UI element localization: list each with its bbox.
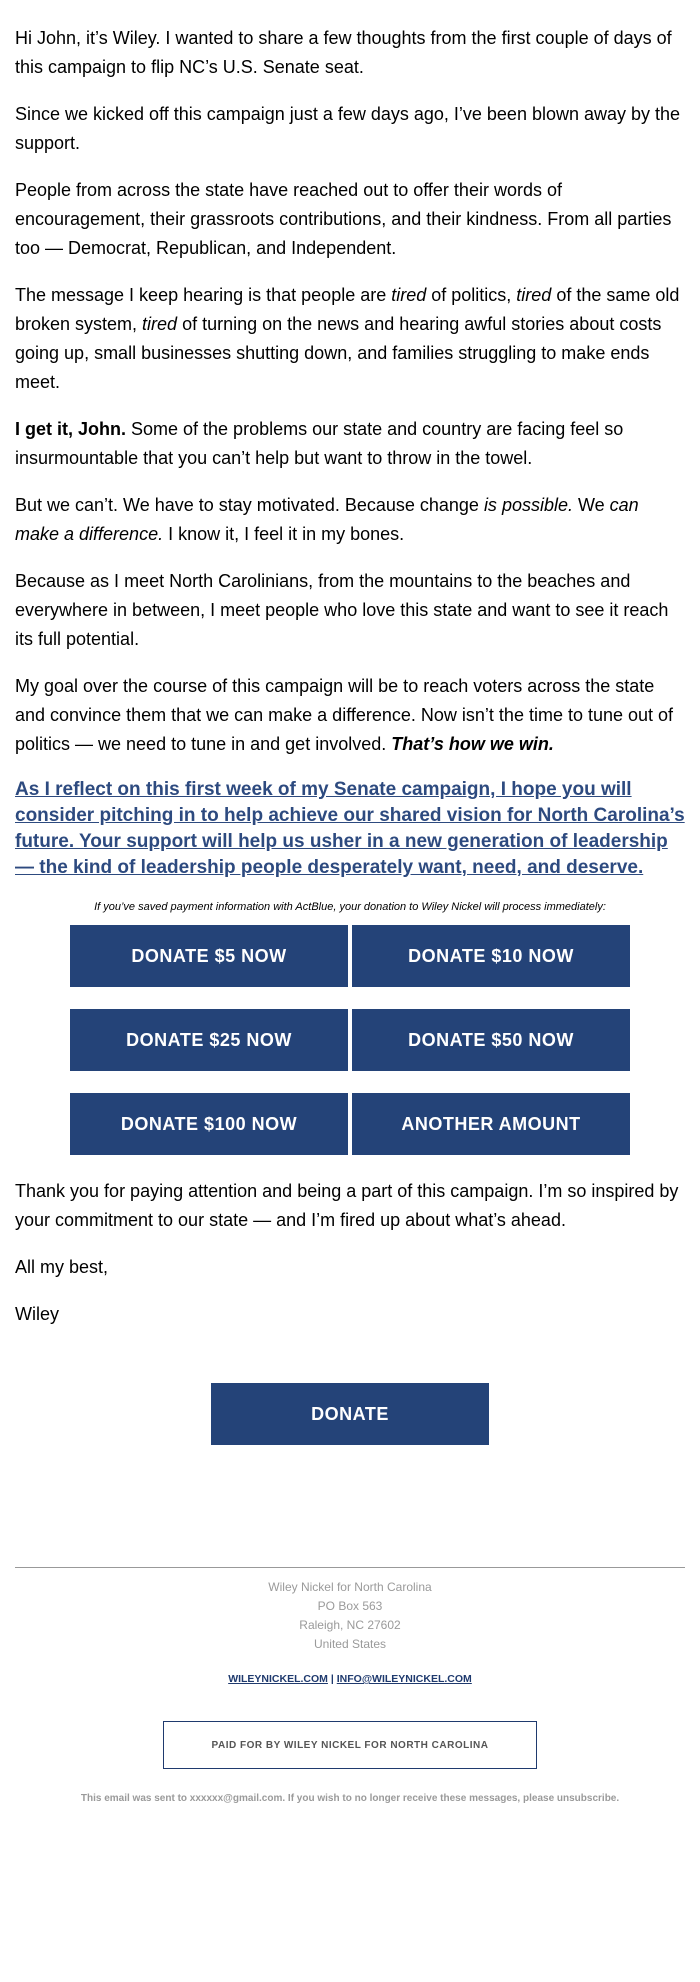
closing-section — [15, 1177, 685, 1329]
signature-name: Wiley — [15, 1304, 59, 1324]
footer-address-line2: Raleigh, NC 27602 — [299, 1618, 401, 1632]
footer — [15, 1568, 685, 1689]
text-span: of the same old broken system, — [15, 285, 680, 334]
link-separator: | — [330, 1673, 334, 1685]
text-span: My goal over the course of this campaign will be to reach voters across the state and convince them that we can make a difference. Now isn’t the time to tune out of politics — we need to tune in and get involved. — [15, 676, 674, 754]
donate-10-button[interactable] — [352, 925, 630, 987]
italic-text: is possible. — [483, 495, 573, 515]
donate-button-container — [15, 1383, 685, 1445]
paragraph-message — [15, 281, 685, 397]
button-label: DONATE $25 NOW — [126, 1029, 292, 1050]
donate-row — [70, 925, 630, 987]
italic-text: tired — [391, 285, 427, 305]
button-label: DONATE $5 NOW — [131, 945, 287, 966]
donate-row — [70, 1009, 630, 1071]
button-label: DONATE $50 NOW — [408, 1029, 574, 1050]
paragraph-get-it — [15, 415, 685, 473]
text-span: We — [572, 495, 610, 515]
email-link[interactable]: INFO@WILEYNICKEL.COM — [336, 1673, 472, 1685]
italic-text: tired — [516, 285, 552, 305]
paid-for-disclaimer — [163, 1721, 537, 1769]
text-span: of turning on the news and hearing awful stories about costs going up, small businesses shutting down, and families struggling to make ends meet. — [15, 314, 662, 392]
donate-button-grid — [70, 925, 630, 1155]
donate-5-button[interactable] — [70, 925, 348, 987]
italic-text: tired — [142, 314, 178, 334]
paragraph-north-carolinians: Because as I meet North Carolinians, from the mountains to the beaches and everywhere in between, I meet people who love this state and want to see it reach its full potential. — [15, 571, 669, 649]
actblue-note: If you’ve saved payment information with ActBlue, your donation to Wiley Nickel will process immediately: — [94, 901, 606, 913]
paragraph-encouragement: People from across the state have reached out to offer their words of encouragement, their grassroots contributions, and their kindness. From all parties too — Democrat, Republican, and Independent. — [15, 180, 672, 258]
donate-row — [70, 1093, 630, 1155]
text-span: I know it, I feel it in my bones. — [163, 524, 405, 544]
bold-text: I get it, John. — [15, 419, 126, 439]
donate-100-button[interactable] — [70, 1093, 348, 1155]
text-span: of politics, — [426, 285, 517, 305]
text-span: Some of the problems our state and country are facing feel so insurmountable that you can’t help but want to throw in the towel. — [15, 419, 624, 468]
paragraph-intro: Hi John, it’s Wiley. I wanted to share a few thoughts from the first couple of days of this campaign to flip NC’s U.S. Senate seat. — [15, 28, 672, 77]
paragraph-support: Since we kicked off this campaign just a few days ago, I’ve been blown away by the support. — [15, 104, 681, 153]
footer-links — [15, 1670, 685, 1689]
bold-italic-text: That’s how we win. — [391, 734, 554, 754]
text-span: The message I keep hearing is that people are — [15, 285, 392, 305]
paragraph-thanks: Thank you for paying attention and being a part of this campaign. I’m so inspired by your commitment to our state — and I’m fired up about what’s ahead. — [15, 1181, 679, 1230]
footer-address-line1: PO Box 563 — [317, 1599, 383, 1613]
paragraph-motivated — [15, 491, 685, 549]
button-label: DONATE $10 NOW — [408, 945, 574, 966]
footer-country: United States — [313, 1637, 387, 1651]
button-label: ANOTHER AMOUNT — [401, 1113, 581, 1134]
signoff: All my best, — [15, 1257, 109, 1277]
cta-donate-link[interactable]: As I reflect on this first week of my Senate campaign, I hope you will consider pitching in to help achieve our shared vision for North Carolina’s future. Your support will help us usher in a new generation of leadership — the kind of leadership people desperately want, need, and deserve. — [15, 779, 685, 878]
italic-text: can make a difference. — [15, 495, 639, 544]
button-label: DONATE $100 NOW — [120, 1113, 298, 1134]
paid-for-text: PAID FOR BY WILEY NICKEL FOR NORTH CAROLINA — [211, 1739, 489, 1751]
donate-50-button[interactable] — [352, 1009, 630, 1071]
button-label: DONATE — [311, 1403, 389, 1424]
another-amount-button[interactable] — [352, 1093, 630, 1155]
unsubscribe-notice: This email was sent to xxxxxx@gmail.com. If you wish to no longer receive these messages, please unsubscribe. — [80, 1793, 620, 1804]
paragraph-goal — [15, 672, 685, 759]
donate-25-button[interactable] — [70, 1009, 348, 1071]
text-span: But we can’t. We have to stay motivated. Because change — [15, 495, 484, 515]
donate-button[interactable] — [211, 1383, 489, 1445]
website-link[interactable]: WILEYNICKEL.COM — [228, 1673, 328, 1685]
footer-org: Wiley Nickel for North Carolina — [268, 1580, 432, 1594]
